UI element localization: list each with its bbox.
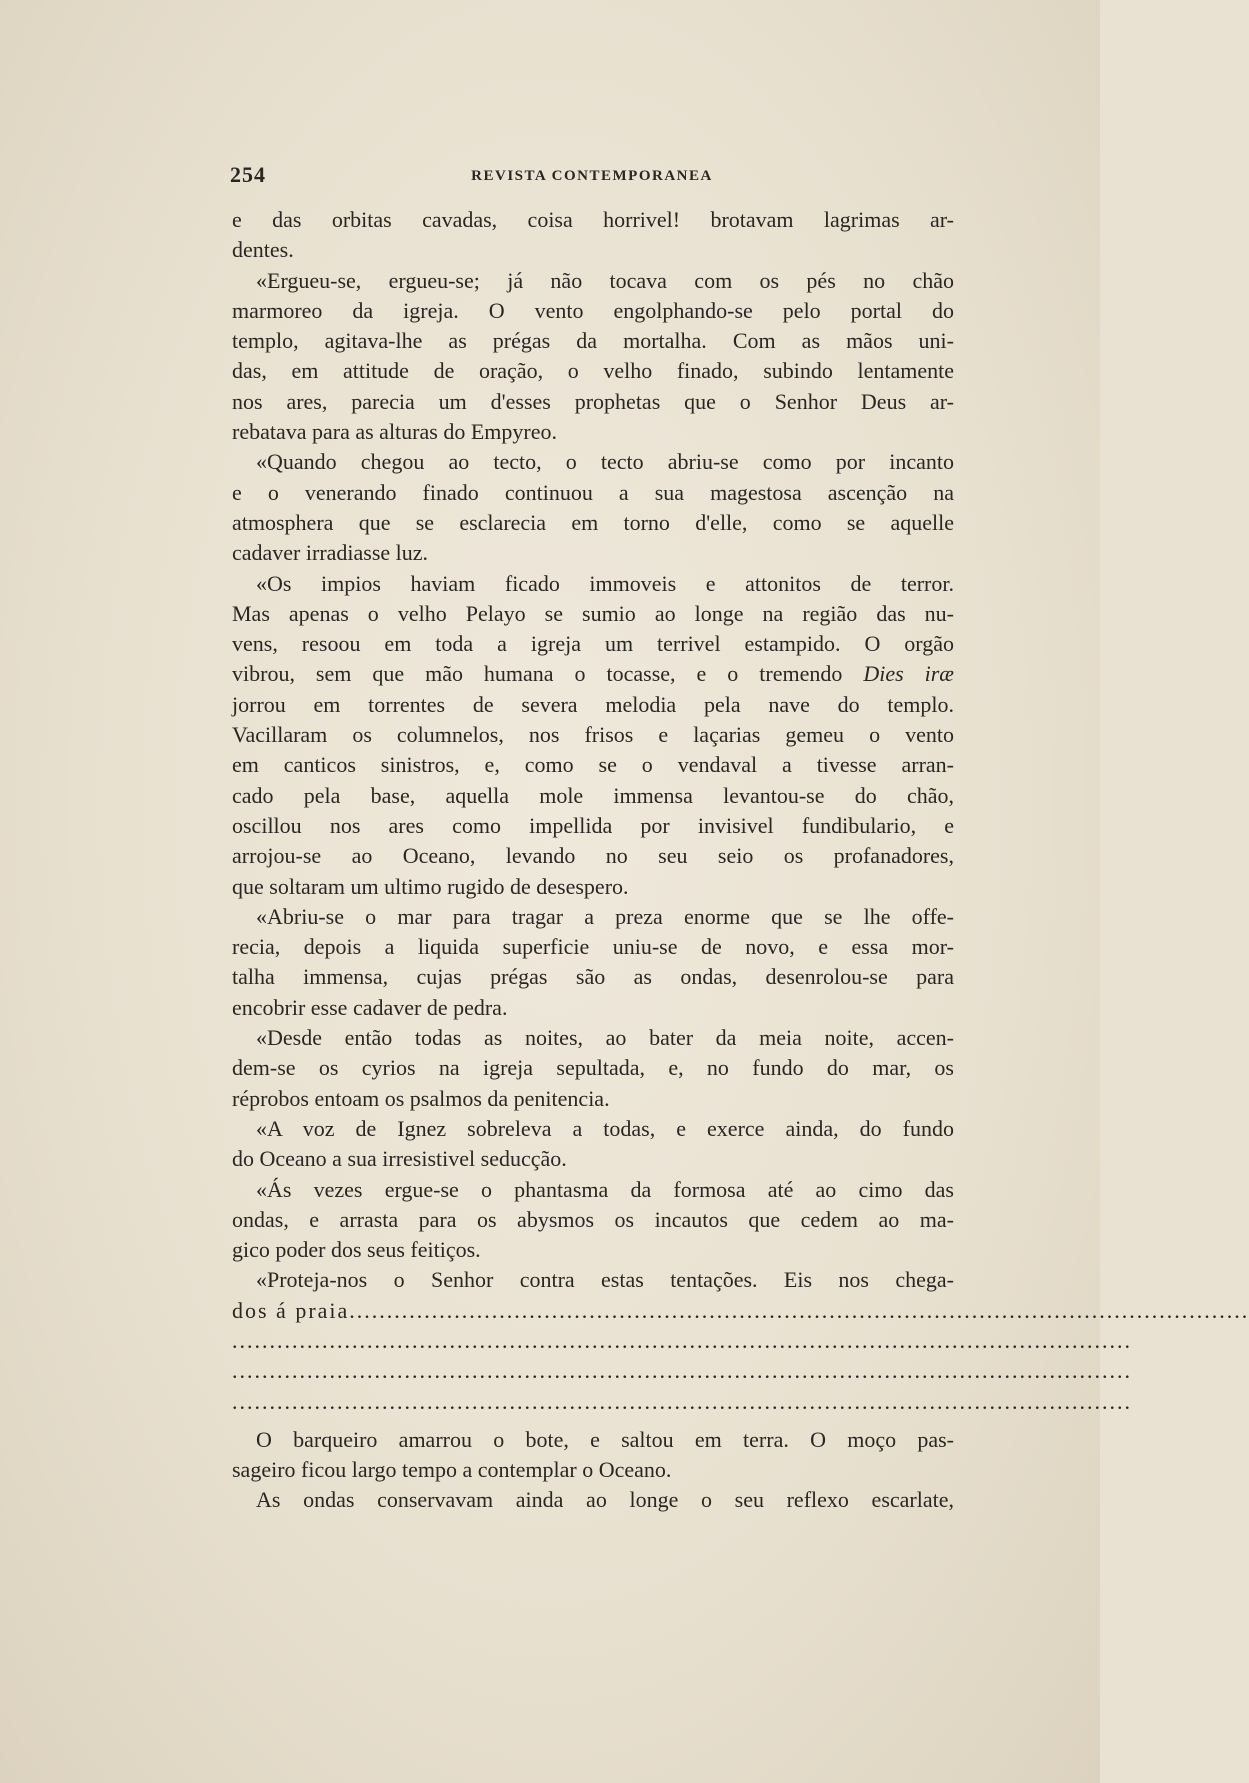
text-line bbox=[232, 932, 954, 962]
text-line bbox=[232, 629, 954, 659]
text-line bbox=[232, 296, 954, 326]
text-line bbox=[232, 205, 954, 235]
main-text bbox=[232, 205, 1249, 1326]
text-line-content: «Os impios haviam ficado immoveis e attonitos de terror. bbox=[256, 570, 954, 596]
text-line-content: dentes. bbox=[232, 237, 294, 263]
text-line bbox=[232, 1205, 954, 1235]
text-line bbox=[232, 599, 954, 629]
text-line bbox=[232, 781, 954, 811]
text-line-content: «Desde então todas as noites, ao bater da meia noite, accen- bbox=[256, 1025, 954, 1051]
ellipsis-rows bbox=[232, 1326, 1132, 1417]
text-line-content: Mas apenas o velho Pelayo se sumio ao longe na região das nu- bbox=[232, 600, 954, 626]
text-line bbox=[232, 872, 954, 902]
text-line bbox=[232, 1455, 954, 1485]
text-line bbox=[232, 841, 954, 871]
text-line bbox=[232, 1175, 954, 1205]
dot-leader: ........................................................................................................................ bbox=[349, 1297, 1249, 1323]
text-line-content: Vacillaram os columnelos, nos frisos e laçarias gemeu o vento bbox=[232, 722, 954, 748]
page-header bbox=[230, 162, 954, 192]
text-line-content: jorrou em torrentes de severa melodia pela nave do templo. bbox=[232, 691, 954, 717]
text-line-content: nos ares, parecia um d'esses prophetas que o Senhor Deus ar- bbox=[232, 388, 954, 414]
text-line-content: talha immensa, cujas prégas são as ondas, desenrolou-se para bbox=[232, 964, 954, 990]
text-line-content: O barqueiro amarrou o bote, e saltou em terra. O moço pas- bbox=[256, 1426, 954, 1452]
text-line-content: sageiro ficou largo tempo a contemplar o Oceano. bbox=[232, 1457, 672, 1483]
text-line bbox=[232, 811, 954, 841]
dot-row: ........................................................................................................................ bbox=[232, 1358, 1132, 1384]
text-line-content: atmosphera que se esclarecia em torno d'elle, como se aquelle bbox=[232, 509, 954, 535]
text-line-content: e das orbitas cavadas, coisa horrivel! brotavam lagrimas ar- bbox=[232, 207, 954, 232]
text-line-content: vens, resoou em toda a igreja um terrivel estampido. O orgão bbox=[232, 631, 954, 657]
text-line-content: gico poder dos seus feitiços. bbox=[232, 1237, 481, 1263]
text-line-content: templo, agitava-lhe as prégas da mortalha. Com as mãos uni- bbox=[232, 328, 954, 354]
text-line bbox=[232, 417, 954, 447]
text-line-content: cado pela base, aquella mole immensa levantou-se do chão, bbox=[232, 782, 954, 808]
text-line-content: «A voz de Ignez sobreleva a todas, e exerce ainda, do fundo bbox=[256, 1115, 954, 1141]
text-line bbox=[232, 750, 954, 780]
text-body bbox=[232, 205, 1249, 1516]
text-line bbox=[232, 1235, 954, 1265]
closing-text bbox=[232, 1425, 954, 1516]
text-line-content: do Oceano a sua irresistivel seducção. bbox=[232, 1146, 567, 1172]
text-line-content: cadaver irradiasse luz. bbox=[232, 540, 429, 566]
text-line-content: ondas, e arrasta para os abysmos os incautos que cedem ao ma- bbox=[232, 1206, 954, 1232]
text-line bbox=[232, 1053, 954, 1083]
text-line bbox=[232, 690, 954, 720]
text-line-content: arrojou-se ao Oceano, levando no seu seio os profanadores, bbox=[232, 843, 954, 869]
text-line bbox=[232, 538, 954, 568]
text-line bbox=[232, 478, 954, 508]
text-line bbox=[232, 720, 954, 750]
text-line-content: As ondas conservavam ainda ao longe o seu reflexo escarlate, bbox=[256, 1487, 954, 1513]
text-line bbox=[232, 1114, 954, 1144]
text-line-content: «Proteja-nos o Senhor contra estas tentações. Eis nos chega- bbox=[256, 1267, 954, 1293]
running-title: REVISTA CONTEMPORANEA bbox=[471, 168, 713, 184]
dot-row: ........................................................................................................................ bbox=[232, 1327, 1132, 1353]
text-line bbox=[232, 1144, 954, 1174]
text-line-content: vibrou, sem que mão humana o tocasse, e o tremendo bbox=[232, 661, 843, 687]
text-line-content: recia, depois a liquida superficie uniu-se de novo, e essa mor- bbox=[232, 934, 954, 960]
text-line bbox=[232, 1265, 954, 1295]
text-line bbox=[232, 962, 954, 992]
text-line-content: «Quando chegou ao tecto, o tecto abriu-se como por incanto bbox=[256, 449, 954, 475]
text-line-content: em canticos sinistros, e, como se o vendaval a tivesse arran- bbox=[232, 752, 954, 778]
text-line bbox=[232, 447, 954, 477]
text-line-content: «Ás vezes ergue-se o phantasma da formosa até ao cimo das bbox=[256, 1176, 954, 1202]
text-line-content: oscillou nos ares como impellida por invisivel fundibulario, e bbox=[232, 812, 954, 838]
text-line-content: dos á praia bbox=[232, 1297, 350, 1323]
text-line-content: encobrir esse cadaver de pedra. bbox=[232, 994, 508, 1020]
text-line bbox=[232, 235, 954, 265]
text-line bbox=[232, 326, 954, 356]
page-number: 254 bbox=[230, 162, 266, 187]
text-line bbox=[232, 659, 954, 689]
italic-phrase: Dies iræ bbox=[863, 661, 954, 687]
text-line-content: réprobos entoam os psalmos da penitencia. bbox=[232, 1085, 610, 1111]
text-line bbox=[232, 508, 954, 538]
text-line-content: que soltaram um ultimo rugido de desespero. bbox=[232, 873, 629, 899]
text-line-content: «Abriu-se o mar para tragar a preza enorme que se lhe offe- bbox=[256, 903, 954, 929]
text-line-content: dem-se os cyrios na igreja sepultada, e, no fundo do mar, os bbox=[232, 1055, 954, 1081]
text-line bbox=[232, 1296, 1249, 1326]
text-line bbox=[232, 993, 954, 1023]
text-line-content: e o venerando finado continuou a sua magestosa ascenção na bbox=[232, 479, 954, 505]
text-line-content: «Ergueu-se, ergueu-se; já não tocava com os pés no chão bbox=[256, 267, 954, 293]
section-gap bbox=[232, 1417, 954, 1425]
text-line bbox=[232, 1023, 954, 1053]
text-line bbox=[232, 1084, 954, 1114]
text-line bbox=[232, 356, 954, 386]
text-line-content: das, em attitude de oração, o velho finado, subindo lentamente bbox=[232, 358, 954, 384]
dot-row: ........................................................................................................................ bbox=[232, 1388, 1132, 1414]
text-line bbox=[232, 569, 954, 599]
text-line bbox=[232, 902, 954, 932]
text-line bbox=[232, 387, 954, 417]
text-line-content: rebatava para as alturas do Empyreo. bbox=[232, 419, 557, 445]
text-line bbox=[232, 1425, 954, 1455]
text-line-content: marmoreo da igreja. O vento engolphando-se pelo portal do bbox=[232, 297, 954, 323]
text-line bbox=[232, 1485, 954, 1515]
text-line bbox=[232, 266, 954, 296]
